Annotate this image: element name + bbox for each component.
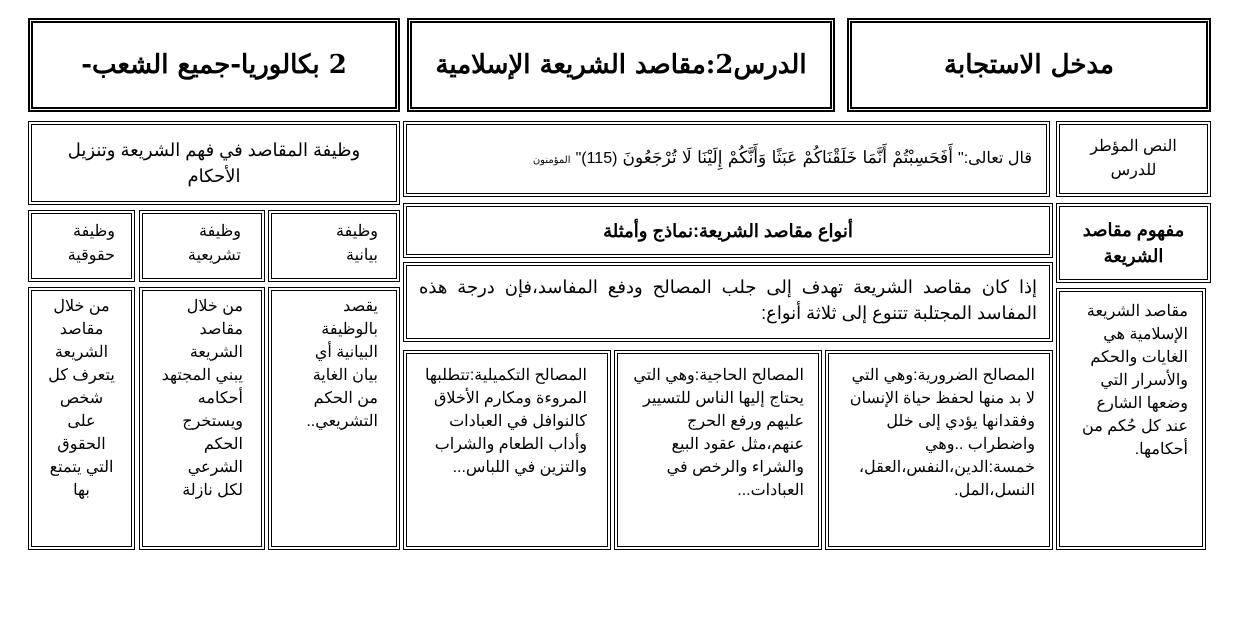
verse-text: أَفَحَسِبْتُمْ أَنَّمَا خَلَقْنَاكُمْ عَبَثًا وَأَنَّكُمْ إِلَيْنَا لَا تُرْجَعُونَ xyxy=(622,148,953,168)
lesson-title: الدرس2:مقاصد الشريعة الإسلامية xyxy=(435,50,807,80)
function-title-box xyxy=(28,121,400,205)
concept-heading: مفهوم مقاصد الشريعة xyxy=(1082,220,1185,266)
level-title: 2 بكالوريا-جميع الشعب- xyxy=(81,50,347,80)
huquqiya-label-box xyxy=(28,210,135,282)
daruriya-box xyxy=(825,350,1053,550)
tashriiya-body-box xyxy=(139,287,265,550)
huquqiya-label: وظيفة حقوقية xyxy=(67,223,115,264)
bayaniya-body-box xyxy=(268,287,400,550)
tashriiya-body: من خلال مقاصد الشريعة يبني المجتهد أحكامه ويستخرج الحكم الشرعي لكل نازلة xyxy=(161,298,243,499)
header-entry-title: مدخل الاستجابة xyxy=(944,50,1114,80)
surah-name: المؤمنون xyxy=(532,155,571,166)
tahsiniya-box xyxy=(403,350,611,550)
huquqiya-body: من خلال مقاصد الشريعة يتعرف كل شخص على الحقوق التي يتمتع بها xyxy=(48,298,115,499)
header-level-box xyxy=(28,18,400,112)
hajiya-box xyxy=(614,350,822,550)
text-frame-label-box xyxy=(1056,121,1211,197)
huquqiya-body-box xyxy=(28,287,135,550)
bayaniya-label-box xyxy=(268,210,400,282)
concept-heading-box xyxy=(1056,203,1211,283)
verse-number: (115)" xyxy=(575,150,618,167)
concept-body: مقاصد الشريعة الإسلامية هي الغايات والحكم والأسرار التي وضعها الشارع عند كل حُكم من أحكامها. xyxy=(1082,303,1188,458)
header-entry-box xyxy=(847,18,1211,112)
text-frame-label: النص المؤطر للدرس xyxy=(1090,138,1177,179)
tahsiniya-text: المصالح التكميلية:تتطلبها المروءة ومكارم الأخلاق كالنوافل في العبادات وأداب الطعام والشراب والتزين في اللباس... xyxy=(425,367,587,476)
concept-body-box xyxy=(1056,288,1206,550)
tashriiya-label: وظيفة تشريعية xyxy=(187,223,241,264)
verse-box xyxy=(403,121,1050,197)
hajiya-text: المصالح الحاجية:وهي التي يحتاج إليها الناس للتسيير عليهم ورفع الحرج عنهم،مثل عقود البيع والشراء والرخص في العبادات... xyxy=(633,367,804,499)
types-intro: إذا كان مقاصد الشريعة تهدف إلى جلب المصالح ودفع المفاسد،فإن درجة هذه المفاسد المجتلبة تتنوع إلى ثلاثة أنواع: xyxy=(419,277,1037,323)
header-lesson-box xyxy=(407,18,835,112)
daruriya-text: المصالح الضرورية:وهي التي لا بد منها لحفظ حياة الإنسان وفقدانها يؤدي إلى خلل واضطراب ..وهي خمسة:الدين،النفس،العقل، النسل،المل. xyxy=(849,367,1035,499)
verse-prefix: قال تعالى:" xyxy=(958,150,1032,167)
types-heading: أنواع مقاصد الشريعة:نماذج وأمثلة xyxy=(603,220,853,241)
verse-line xyxy=(533,147,1032,171)
types-heading-box xyxy=(403,203,1053,258)
bayaniya-label: وظيفة بيانية xyxy=(336,223,378,264)
types-intro-box xyxy=(403,262,1053,342)
tashriiya-label-box xyxy=(139,210,265,282)
function-title: وظيفة المقاصد في فهم الشريعة وتنزيل الأحكام xyxy=(67,140,361,186)
bayaniya-body: يقصد بالوظيفة البيانية أي بيان الغاية من الحكم التشريعي.. xyxy=(306,298,378,430)
